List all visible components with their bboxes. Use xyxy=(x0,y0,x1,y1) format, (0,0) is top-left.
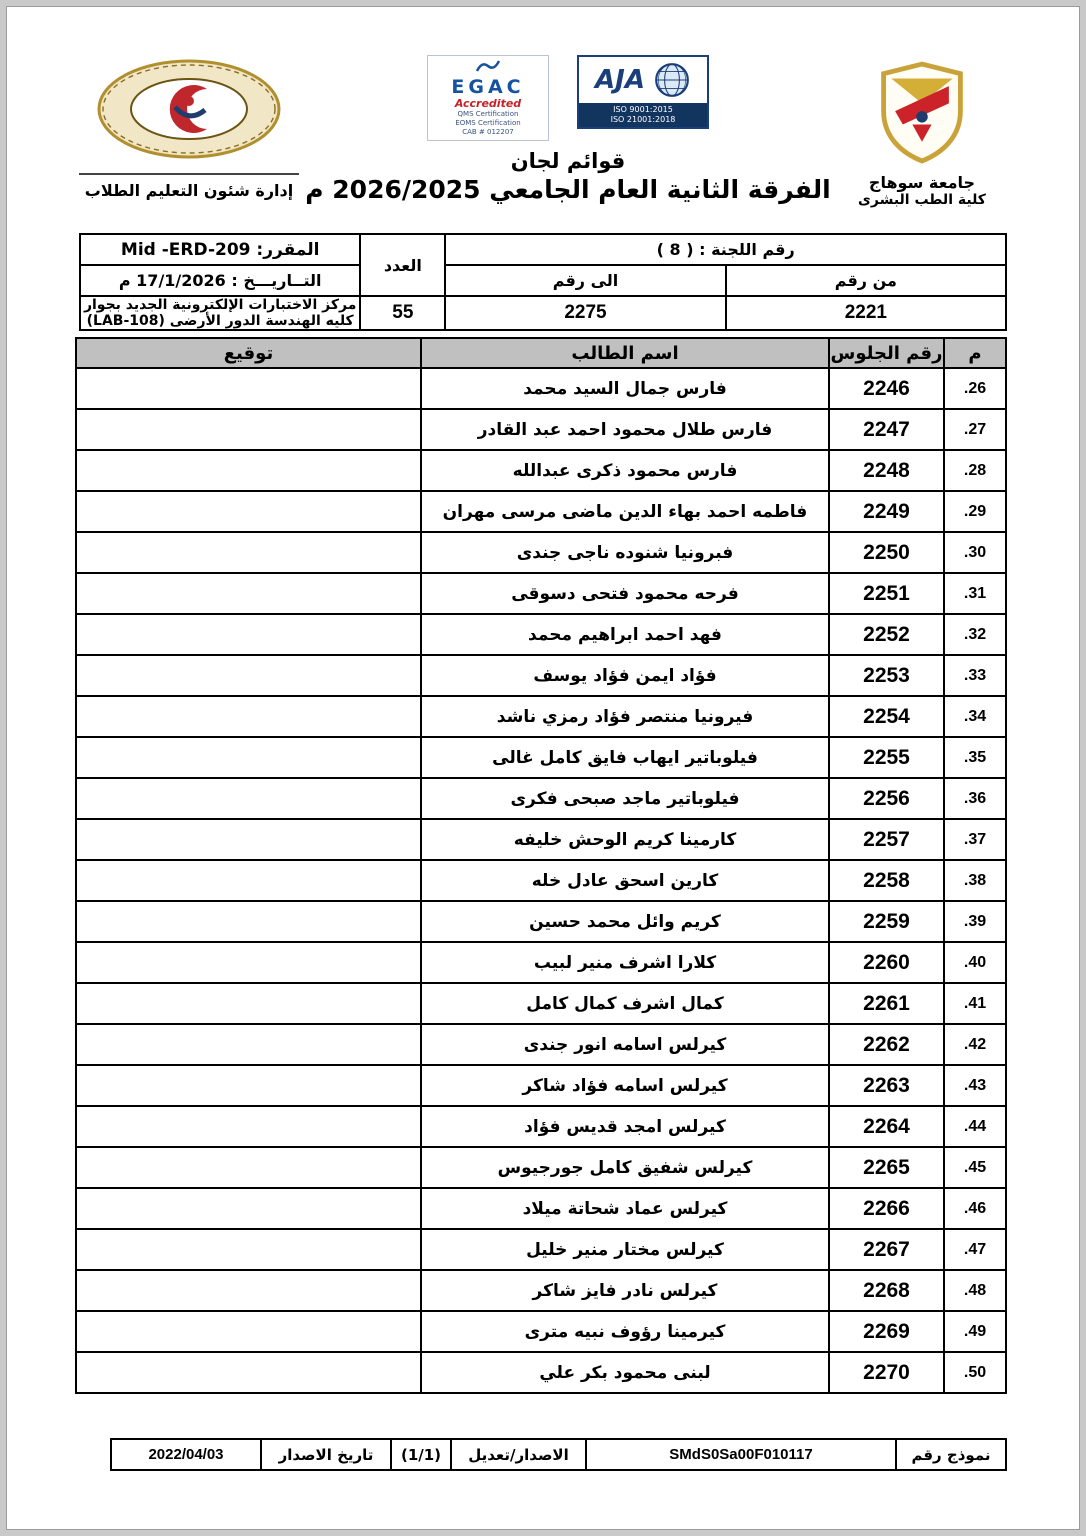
student-name: كيرمينا رؤوف نبيه مترى xyxy=(421,1311,829,1352)
seat-number: 2269 xyxy=(829,1311,944,1352)
seat-number: 2250 xyxy=(829,532,944,573)
signature-cell xyxy=(76,1229,421,1270)
student-affairs-seal-icon xyxy=(95,57,283,161)
table-row xyxy=(76,1352,1006,1393)
seat-number: 2249 xyxy=(829,491,944,532)
issue-label: الاصدار/تعديل xyxy=(451,1439,586,1470)
seat-number: 2260 xyxy=(829,942,944,983)
document-header xyxy=(79,49,1007,227)
table-row xyxy=(76,450,1006,491)
signature-cell xyxy=(76,655,421,696)
university-block xyxy=(837,49,1007,208)
row-index: 37. xyxy=(944,819,1006,860)
row-index: 46. xyxy=(944,1188,1006,1229)
signature-cell xyxy=(76,983,421,1024)
row-index: 40. xyxy=(944,942,1006,983)
student-name: فؤاد ايمن فؤاد يوسف xyxy=(421,655,829,696)
signature-cell xyxy=(76,573,421,614)
table-header-row xyxy=(76,338,1006,368)
faculty-name: كلية الطب البشرى xyxy=(858,192,986,208)
student-name: فارس محمود ذكرى عبدالله xyxy=(421,450,829,491)
egac-emblem-icon xyxy=(475,59,501,73)
seat-number: 2262 xyxy=(829,1024,944,1065)
row-index: 28. xyxy=(944,450,1006,491)
table-row xyxy=(76,901,1006,942)
row-index: 48. xyxy=(944,1270,1006,1311)
seat-number: 2259 xyxy=(829,901,944,942)
row-index: 39. xyxy=(944,901,1006,942)
form-code: SMdS0Sa00F010117 xyxy=(586,1439,896,1470)
seat-number: 2264 xyxy=(829,1106,944,1147)
egac-line1: QMS Certification xyxy=(457,110,519,118)
signature-cell xyxy=(76,491,421,532)
sohag-university-logo-icon xyxy=(874,61,970,165)
globe-icon xyxy=(653,61,691,99)
seat-number: 2270 xyxy=(829,1352,944,1393)
seat-number: 2247 xyxy=(829,409,944,450)
aja-iso-band xyxy=(579,103,707,127)
student-name: كيرلس نادر فايز شاكر xyxy=(421,1270,829,1311)
row-index: 45. xyxy=(944,1147,1006,1188)
document-page xyxy=(6,6,1080,1530)
row-index: 33. xyxy=(944,655,1006,696)
student-name: كيرلس عماد شحاتة ميلاد xyxy=(421,1188,829,1229)
signature-cell xyxy=(76,1106,421,1147)
certification-logos xyxy=(299,55,837,141)
signature-cell xyxy=(76,1147,421,1188)
row-index: 31. xyxy=(944,573,1006,614)
seat-number: 2248 xyxy=(829,450,944,491)
student-name: كلارا اشرف منير لبيب xyxy=(421,942,829,983)
student-name: لبنى محمود بكر علي xyxy=(421,1352,829,1393)
table-row xyxy=(76,1147,1006,1188)
table-row xyxy=(76,655,1006,696)
aja-iso-line2: ISO 21001:2018 xyxy=(610,115,676,124)
issue-value: (1/1) xyxy=(391,1439,451,1470)
student-name: فيلوباتير ايهاب فايق كامل غالى xyxy=(421,737,829,778)
row-index: 47. xyxy=(944,1229,1006,1270)
table-row xyxy=(76,532,1006,573)
student-name: كارين اسحق عادل خله xyxy=(421,860,829,901)
signature-cell xyxy=(76,1188,421,1229)
signature-cell xyxy=(76,942,421,983)
seat-number: 2253 xyxy=(829,655,944,696)
seat-number: 2268 xyxy=(829,1270,944,1311)
student-name: كريم وائل محمد حسين xyxy=(421,901,829,942)
row-index: 27. xyxy=(944,409,1006,450)
row-index: 41. xyxy=(944,983,1006,1024)
signature-cell xyxy=(76,696,421,737)
exam-date: التــاريـــخ : 17/1/2026 م xyxy=(80,265,360,296)
egac-name: EGAC xyxy=(451,76,525,98)
signature-cell xyxy=(76,450,421,491)
signature-cell xyxy=(76,1311,421,1352)
committee-info-table xyxy=(79,233,1007,331)
header-center xyxy=(299,49,837,204)
table-row xyxy=(76,778,1006,819)
row-index: 35. xyxy=(944,737,1006,778)
exam-location: مركز الاختبارات الإلكترونية الجديد بجوار كليه الهندسة الدور الأرضى (LAB-108) xyxy=(80,296,360,330)
seat-number: 2254 xyxy=(829,696,944,737)
university-name: جامعة سوهاج xyxy=(868,173,976,192)
student-name: كيرلس اسامه فؤاد شاكر xyxy=(421,1065,829,1106)
course-label: المقرر: Mid -ERD-209 xyxy=(80,234,360,265)
signature-cell xyxy=(76,1270,421,1311)
table-row xyxy=(76,368,1006,409)
to-label: الى رقم xyxy=(445,265,725,296)
to-value: 2275 xyxy=(445,296,725,330)
form-number-label: نموذج رقم xyxy=(896,1439,1006,1470)
signature-cell xyxy=(76,532,421,573)
student-name: فهد احمد ابراهيم محمد xyxy=(421,614,829,655)
student-name: كيرلس اسامه انور جندى xyxy=(421,1024,829,1065)
row-index: 44. xyxy=(944,1106,1006,1147)
student-name: فرحه محمود فتحى دسوقى xyxy=(421,573,829,614)
table-row xyxy=(76,696,1006,737)
aja-certification-logo xyxy=(577,55,709,129)
seat-number: 2252 xyxy=(829,614,944,655)
row-index: 49. xyxy=(944,1311,1006,1352)
student-name: كيرلس شفيق كامل جورجيوس xyxy=(421,1147,829,1188)
signature-cell xyxy=(76,901,421,942)
table-row xyxy=(76,573,1006,614)
seat-number: 2267 xyxy=(829,1229,944,1270)
count-value: 55 xyxy=(360,296,445,330)
student-name: فيرونيا منتصر فؤاد رمزي ناشد xyxy=(421,696,829,737)
issue-date-label: تاريخ الاصدار xyxy=(261,1439,391,1470)
signature-cell xyxy=(76,1352,421,1393)
student-name: فيلوباتير ماجد صبحى فكرى xyxy=(421,778,829,819)
table-row xyxy=(76,1270,1006,1311)
aja-iso-line1: ISO 9001:2015 xyxy=(613,105,673,114)
table-row xyxy=(76,1229,1006,1270)
seat-number: 2263 xyxy=(829,1065,944,1106)
table-row xyxy=(76,737,1006,778)
row-index: 26. xyxy=(944,368,1006,409)
admin-block xyxy=(79,49,299,200)
seat-number: 2266 xyxy=(829,1188,944,1229)
from-value: 2221 xyxy=(726,296,1006,330)
seat-number: 2255 xyxy=(829,737,944,778)
egac-accreditation-logo xyxy=(427,55,549,141)
seat-number: 2258 xyxy=(829,860,944,901)
row-index: 42. xyxy=(944,1024,1006,1065)
row-index: 30. xyxy=(944,532,1006,573)
table-row xyxy=(76,1106,1006,1147)
seat-number: 2246 xyxy=(829,368,944,409)
seat-number: 2265 xyxy=(829,1147,944,1188)
student-name: فبرونيا شنوده ناجى جندى xyxy=(421,532,829,573)
header-seat-number: رقم الجلوس xyxy=(829,338,944,368)
signature-cell xyxy=(76,860,421,901)
from-label: من رقم xyxy=(726,265,1006,296)
signature-cell xyxy=(76,368,421,409)
signature-cell xyxy=(76,614,421,655)
table-row xyxy=(76,819,1006,860)
students-table xyxy=(75,337,1007,1394)
form-footer-table xyxy=(110,1438,1007,1471)
egac-line2: EOMS Certification xyxy=(455,119,521,127)
seat-number: 2256 xyxy=(829,778,944,819)
count-label: العدد xyxy=(360,234,445,296)
header-student-name: اسم الطالب xyxy=(421,338,829,368)
row-index: 34. xyxy=(944,696,1006,737)
egac-line3: CAB # 012207 xyxy=(462,128,514,136)
aja-name: AJA xyxy=(595,65,645,95)
table-row xyxy=(76,1065,1006,1106)
student-name: كيرلس مختار منير خليل xyxy=(421,1229,829,1270)
document-subtitle: الفرقة الثانية العام الجامعي 2026/2025 م xyxy=(305,175,831,204)
student-name: كارمينا كريم الوحش خليفه xyxy=(421,819,829,860)
table-row xyxy=(76,860,1006,901)
table-row xyxy=(76,1024,1006,1065)
issue-date-value: 2022/04/03 xyxy=(111,1439,261,1470)
signature-cell xyxy=(76,1024,421,1065)
student-name: فاطمه احمد بهاء الدين ماضى مرسى مهران xyxy=(421,491,829,532)
committee-number: رقم اللجنة : ( 8 ) xyxy=(445,234,1006,265)
row-index: 29. xyxy=(944,491,1006,532)
table-row xyxy=(76,409,1006,450)
table-row xyxy=(76,614,1006,655)
document-title: قوائم لجان xyxy=(510,149,626,173)
signature-cell xyxy=(76,409,421,450)
row-index: 32. xyxy=(944,614,1006,655)
admin-department-label: إدارة شئون التعليم الطلاب xyxy=(79,173,299,200)
signature-cell xyxy=(76,1065,421,1106)
row-index: 38. xyxy=(944,860,1006,901)
table-row xyxy=(76,1188,1006,1229)
student-rows xyxy=(76,368,1006,1393)
row-index: 50. xyxy=(944,1352,1006,1393)
table-row xyxy=(76,491,1006,532)
egac-accredited-label: Accredited xyxy=(454,97,522,110)
row-index: 43. xyxy=(944,1065,1006,1106)
header-num: م xyxy=(944,338,1006,368)
student-name: فارس جمال السيد محمد xyxy=(421,368,829,409)
signature-cell xyxy=(76,819,421,860)
signature-cell xyxy=(76,737,421,778)
row-index: 36. xyxy=(944,778,1006,819)
seat-number: 2257 xyxy=(829,819,944,860)
student-name: كمال اشرف كمال كامل xyxy=(421,983,829,1024)
student-name: كيرلس امجد قديس فؤاد xyxy=(421,1106,829,1147)
seat-number: 2251 xyxy=(829,573,944,614)
header-signature: توقيع xyxy=(76,338,421,368)
student-name: فارس طلال محمود احمد عبد القادر xyxy=(421,409,829,450)
table-row xyxy=(76,983,1006,1024)
signature-cell xyxy=(76,778,421,819)
table-row xyxy=(76,1311,1006,1352)
seat-number: 2261 xyxy=(829,983,944,1024)
table-row xyxy=(76,942,1006,983)
footer-row xyxy=(111,1439,1006,1470)
